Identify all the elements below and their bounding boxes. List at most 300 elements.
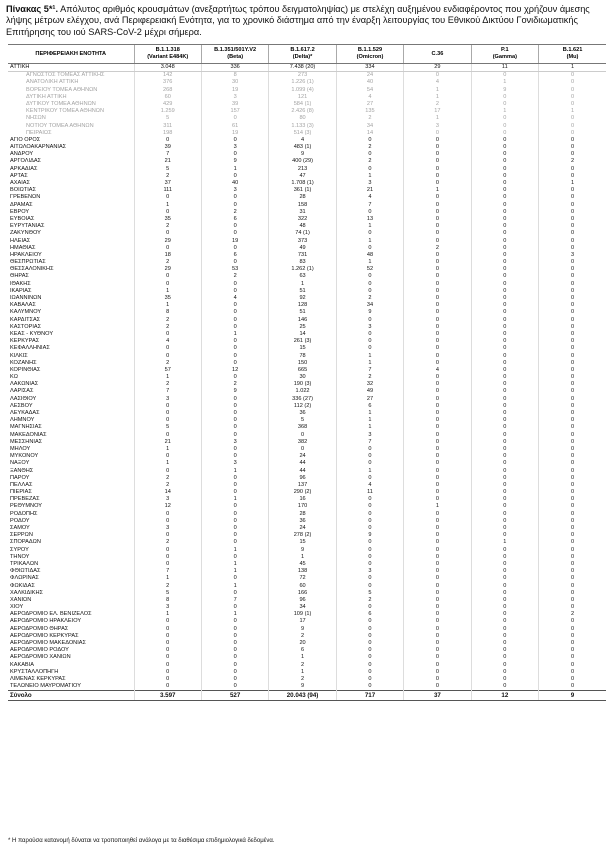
case-count: 0 (336, 547, 403, 554)
case-count: 7 (134, 388, 201, 395)
table-row (8, 151, 606, 158)
case-count: 0 (471, 360, 538, 367)
case-count: 0 (201, 503, 268, 510)
region-name: ΛΑΚΩΝΙΑΣ (10, 381, 39, 388)
total-row (8, 691, 606, 701)
region-name: ΒΟΙΩΤΙΑΣ (10, 187, 36, 194)
case-count: 336 (27) (269, 396, 336, 403)
case-count: 0 (201, 604, 268, 611)
case-count: 0 (404, 446, 471, 453)
case-count: 0 (201, 511, 268, 518)
case-count: 0 (471, 123, 538, 130)
case-count: 0 (134, 453, 201, 460)
case-count: 0 (336, 604, 403, 611)
case-count: 0 (201, 223, 268, 230)
case-count: 0 (201, 317, 268, 324)
region-name: ΝΑΞΟΥ (10, 460, 30, 467)
case-count: 0 (404, 568, 471, 575)
case-count: 0 (471, 115, 538, 122)
column-header: B.1.621 (Mu) (539, 45, 606, 64)
case-count: 51 (269, 309, 336, 316)
case-count: 0 (471, 561, 538, 568)
table-row (8, 439, 606, 446)
case-count: 278 (2) (269, 532, 336, 539)
case-count: 3 (134, 496, 201, 503)
case-count: 0 (201, 482, 268, 489)
case-count: 0 (471, 388, 538, 395)
case-count: 0 (404, 374, 471, 381)
case-count: 1 (336, 417, 403, 424)
case-count: 334 (336, 64, 403, 72)
case-count: 0 (201, 202, 268, 209)
region-name: ΧΑΝΙΩΝ (10, 596, 32, 603)
table-row (8, 554, 606, 561)
table-row (8, 238, 606, 245)
case-count: 60 (134, 94, 201, 101)
case-count: 361 (1) (269, 187, 336, 194)
case-count: 0 (201, 453, 268, 460)
region-name: ΚΕΝΤΡΙΚΟΥ ΤΟΜΕΑ ΑΘΗΝΩΝ (26, 108, 105, 115)
case-count: 0 (471, 130, 538, 137)
case-count: 0 (471, 554, 538, 561)
case-count: 0 (404, 166, 471, 173)
case-count: 0 (539, 151, 606, 158)
table-row (8, 64, 606, 72)
case-count: 1 (134, 446, 201, 453)
case-count: 3.048 (134, 64, 201, 72)
table-row (8, 640, 606, 647)
region-name: ΠΙΕΡΙΑΣ (10, 489, 32, 496)
case-count: 0 (404, 640, 471, 647)
total-cell: 9 (539, 691, 606, 701)
case-count: 0 (404, 266, 471, 273)
case-count: 0 (404, 532, 471, 539)
case-count: 0 (134, 345, 201, 352)
table-row (8, 194, 606, 201)
region-name: ΙΚΑΡΙΑΣ (10, 287, 32, 294)
case-count: 0 (134, 640, 201, 647)
case-count: 0 (539, 388, 606, 395)
case-count: 9 (471, 87, 538, 94)
table-subrow (8, 108, 606, 115)
case-count: 12 (201, 367, 268, 374)
table-row (8, 597, 606, 604)
case-count: 2.426 (8) (269, 108, 336, 115)
case-count: 0 (471, 209, 538, 216)
case-count: 5 (336, 590, 403, 597)
region-name: ΞΑΝΘΗΣ (10, 467, 34, 474)
case-count: 1.259 (134, 108, 201, 115)
case-count: 0 (336, 654, 403, 661)
case-count: 40 (336, 79, 403, 86)
case-count: 0 (404, 583, 471, 590)
case-count: 0 (539, 446, 606, 453)
region-name: ΜΥΚΟΝΟΥ (10, 453, 39, 460)
case-count: 0 (134, 662, 201, 669)
region-name: ΜΗΛΟΥ (10, 445, 31, 452)
case-count: 0 (539, 223, 606, 230)
case-count: 57 (134, 367, 201, 374)
case-count: 0 (336, 245, 403, 252)
case-count: 0 (471, 417, 538, 424)
case-count: 60 (269, 583, 336, 590)
case-count: 0 (539, 79, 606, 86)
case-count: 0 (201, 618, 268, 625)
case-count: 0 (336, 446, 403, 453)
case-count: 0 (404, 669, 471, 676)
case-count: 0 (404, 72, 471, 80)
case-count: 0 (134, 532, 201, 539)
table-row (8, 396, 606, 403)
case-count: 0 (404, 561, 471, 568)
case-count: 0 (471, 331, 538, 338)
case-count: 0 (201, 137, 268, 144)
case-count: 2 (201, 381, 268, 388)
case-count: 0 (134, 669, 201, 676)
case-count: 0 (539, 676, 606, 683)
region-name: ΜΑΚΕΔΟΝΙΑΣ (10, 431, 47, 438)
case-count: 1 (134, 460, 201, 467)
case-count: 0 (471, 583, 538, 590)
case-count: 0 (471, 216, 538, 223)
case-count: 0 (134, 561, 201, 568)
case-count: 0 (201, 662, 268, 669)
case-count: 92 (269, 295, 336, 302)
region-name: ΧΙΟΥ (10, 604, 24, 611)
case-count: 28 (269, 194, 336, 201)
case-count: 0 (134, 633, 201, 640)
case-count: 0 (539, 554, 606, 561)
case-count: 0 (201, 151, 268, 158)
case-count: 39 (201, 101, 268, 108)
case-count: 0 (471, 446, 538, 453)
case-count: 0 (471, 676, 538, 683)
case-count: 11 (336, 489, 403, 496)
case-count: 0 (539, 115, 606, 122)
case-count: 0 (471, 683, 538, 691)
case-count: 0 (471, 482, 538, 489)
total-label: Σύνολο (8, 691, 134, 701)
table-row (8, 317, 606, 324)
case-count: 0 (539, 583, 606, 590)
case-count: 2 (134, 223, 201, 230)
case-count: 0 (336, 273, 403, 280)
case-count: 0 (471, 367, 538, 374)
case-count: 0 (336, 626, 403, 633)
case-count: 0 (201, 302, 268, 309)
case-count: 0 (539, 295, 606, 302)
table-subrow (8, 123, 606, 130)
case-count: 0 (404, 360, 471, 367)
case-count: 0 (471, 317, 538, 324)
case-count: 63 (269, 273, 336, 280)
region-name: ΗΛΕΙΑΣ (10, 237, 31, 244)
case-count: 52 (336, 266, 403, 273)
case-count: 135 (336, 108, 403, 115)
case-count: 2 (134, 583, 201, 590)
case-count: 0 (201, 115, 268, 122)
case-count: 0 (201, 345, 268, 352)
case-count: 0 (471, 187, 538, 194)
case-count: 5 (269, 417, 336, 424)
case-count: 78 (269, 353, 336, 360)
case-count: 400 (29) (269, 158, 336, 165)
case-count: 0 (539, 216, 606, 223)
table-row (8, 180, 606, 187)
case-count: 0 (201, 410, 268, 417)
case-count: 0 (134, 194, 201, 201)
case-count: 0 (404, 216, 471, 223)
case-count: 273 (269, 72, 336, 80)
case-count: 0 (539, 309, 606, 316)
case-count: 25 (269, 324, 336, 331)
case-count: 0 (404, 439, 471, 446)
case-count: 0 (404, 338, 471, 345)
table-row (8, 590, 606, 597)
case-count: 0 (201, 360, 268, 367)
case-count: 0 (201, 403, 268, 410)
case-count: 376 (134, 79, 201, 86)
case-count: 0 (201, 590, 268, 597)
region-name: ΣΠΟΡΑΔΩΝ (10, 539, 41, 546)
case-count: 0 (201, 324, 268, 331)
region-name: ΣΕΡΡΩΝ (10, 532, 33, 539)
variants-table (8, 44, 606, 701)
table-row (8, 137, 606, 144)
case-count: 2 (336, 158, 403, 165)
table-row (8, 532, 606, 539)
case-count: 111 (134, 187, 201, 194)
caption-text: Απόλυτος αριθμός κρουσμάτων (ανεξαρτήτως τρόπου δειγματοληψίας) με στελέχη αυξημένου ενδιαφέροντος που χρήζουν άμεσης λήψης μέτρων ελέγχου, ανά Περιφερειακή Ενότητα, για το χρονικό διάστημα από την έναρξη λειτουργίας του Εθνικού Δικτύου Γονιδιωματικής Επιτήρησης του ιού SARS-CoV-2 μέχρι σήμερα. (6, 4, 590, 37)
table-row (8, 230, 606, 237)
case-count: 0 (404, 525, 471, 532)
case-count: 1 (404, 87, 471, 94)
case-count: 0 (336, 460, 403, 467)
region-name: ΕΒΡΟΥ (10, 208, 30, 215)
case-count: 9 (269, 683, 336, 691)
table-row (8, 173, 606, 180)
case-count: 0 (201, 626, 268, 633)
case-count: 1 (201, 331, 268, 338)
case-count: 0 (201, 374, 268, 381)
case-count: 0 (471, 525, 538, 532)
case-count: 2 (134, 360, 201, 367)
region-name: ΙΘΑΚΗΣ (10, 280, 31, 287)
case-count: 21 (134, 439, 201, 446)
case-count: 18 (134, 252, 201, 259)
case-count: 0 (539, 561, 606, 568)
table-row (8, 583, 606, 590)
case-count: 0 (471, 101, 538, 108)
case-count: 0 (471, 396, 538, 403)
case-count: 0 (471, 180, 538, 187)
case-count: 0 (269, 446, 336, 453)
case-count: 1 (201, 568, 268, 575)
case-count: 21 (134, 158, 201, 165)
case-count: 0 (336, 539, 403, 546)
region-name: ΒΟΡΕΙΟΥ ΤΟΜΕΑ ΑΘΗΝΩΝ (26, 86, 98, 93)
case-count: 0 (539, 259, 606, 266)
case-count: 0 (539, 209, 606, 216)
case-count: 0 (539, 482, 606, 489)
case-count: 0 (539, 547, 606, 554)
case-count: 1 (269, 554, 336, 561)
case-count: 0 (471, 151, 538, 158)
case-count: 429 (134, 101, 201, 108)
case-count: 1 (336, 424, 403, 431)
column-header: ΠΕΡΙΦΕΡΕΙΑΚΗ ΕΝΟΤΗΤΑ (8, 45, 134, 64)
case-count: 14 (336, 130, 403, 137)
region-name: ΤΡΙΚΑΛΩΝ (10, 560, 39, 567)
case-count: 0 (539, 410, 606, 417)
case-count: 12 (134, 503, 201, 510)
case-count: 14 (269, 331, 336, 338)
region-name: ΡΟΔΟΠΗΣ (10, 510, 38, 517)
column-header: C.36 (404, 45, 471, 64)
case-count: 8 (201, 72, 268, 80)
case-count: 0 (404, 611, 471, 618)
column-header: P.1 (Gamma) (471, 45, 538, 64)
region-name: ΚΕΡΚΥΡΑΣ (10, 338, 40, 345)
case-count: 121 (269, 94, 336, 101)
table-row (8, 388, 606, 395)
region-name: ΗΡΑΚΛΕΙΟΥ (10, 251, 42, 258)
case-count: 2 (134, 324, 201, 331)
case-count: 31 (269, 209, 336, 216)
case-count: 54 (336, 87, 403, 94)
case-count: 0 (336, 561, 403, 568)
region-name: ΚΟΖΑΝΗΣ (10, 359, 37, 366)
case-count: 2 (269, 662, 336, 669)
table-caption (6, 4, 608, 38)
case-count: 0 (471, 575, 538, 582)
case-count: 0 (539, 194, 606, 201)
case-count: 0 (404, 331, 471, 338)
case-count: 0 (201, 259, 268, 266)
case-count: 290 (2) (269, 489, 336, 496)
case-count: 142 (134, 72, 201, 80)
case-count: 4 (404, 367, 471, 374)
case-count: 112 (2) (269, 403, 336, 410)
case-count: 0 (134, 683, 201, 691)
region-name: ΑΕΡΟΔΡΟΜΙΟ ΜΑΚΕΔΟΝΙΑΣ (10, 640, 86, 646)
region-name: ΘΗΡΑΣ (10, 273, 29, 280)
case-count: 0 (201, 683, 268, 691)
case-count: 74 (1) (269, 230, 336, 237)
case-count: 0 (404, 547, 471, 554)
table-row (8, 245, 606, 252)
region-name: ΑΡΤΑΣ (10, 172, 28, 179)
region-name: ΠΕΛΛΑΣ (10, 481, 33, 488)
case-count: 5 (134, 166, 201, 173)
case-count: 7 (336, 367, 403, 374)
case-count: 3 (134, 396, 201, 403)
case-count: 3 (404, 123, 471, 130)
case-count: 1 (269, 281, 336, 288)
case-count: 0 (336, 209, 403, 216)
table-row (8, 417, 606, 424)
table-row (8, 432, 606, 439)
case-count: 0 (471, 410, 538, 417)
case-count: 0 (539, 317, 606, 324)
case-count: 0 (134, 432, 201, 439)
region-name: ΑΧΑΪΑΣ (10, 180, 30, 186)
case-count: 0 (404, 252, 471, 259)
region-name: ΚΕΦΑΛΛΗΝΙΑΣ (10, 345, 50, 352)
case-count: 30 (201, 79, 268, 86)
case-count: 1.133 (3) (269, 123, 336, 130)
region-name: ΦΛΩΡΙΝΑΣ (10, 575, 39, 582)
case-count: 1 (134, 374, 201, 381)
case-count: 0 (404, 281, 471, 288)
table-row (8, 503, 606, 510)
case-count: 3 (336, 324, 403, 331)
case-count: 80 (269, 115, 336, 122)
case-count: 0 (539, 302, 606, 309)
case-count: 0 (471, 518, 538, 525)
case-count: 11 (471, 64, 538, 72)
region-name: ΧΑΛΚΙΔΙΚΗΣ (10, 589, 44, 596)
case-count: 0 (539, 460, 606, 467)
case-count: 9 (336, 309, 403, 316)
case-count: 6 (269, 647, 336, 654)
case-count: 0 (134, 518, 201, 525)
region-name: ΑΕΡΟΔΡΟΜΙΟ ΚΕΡΚΥΡΑΣ (10, 632, 79, 639)
case-count: 0 (539, 417, 606, 424)
case-count: 4 (336, 194, 403, 201)
case-count: 0 (134, 654, 201, 661)
case-count: 0 (471, 618, 538, 625)
table-row (8, 683, 606, 691)
case-count: 0 (134, 245, 201, 252)
case-count: 0 (336, 230, 403, 237)
case-count: 0 (134, 281, 201, 288)
case-count: 1.022 (269, 388, 336, 395)
case-count: 35 (134, 295, 201, 302)
table-subrow (8, 87, 606, 94)
case-count: 0 (404, 151, 471, 158)
case-count: 0 (471, 597, 538, 604)
total-cell: 3.597 (134, 691, 201, 701)
case-count: 0 (471, 309, 538, 316)
table-row (8, 633, 606, 640)
case-count: 0 (404, 662, 471, 669)
case-count: 0 (201, 475, 268, 482)
case-count: 0 (134, 626, 201, 633)
table-row (8, 468, 606, 475)
region-name: ΚΩ (10, 374, 18, 381)
case-count: 0 (201, 309, 268, 316)
case-count: 3 (134, 525, 201, 532)
case-count: 0 (134, 511, 201, 518)
case-count: 1 (539, 108, 606, 115)
footnote: * Η παρούσα κατανομή δύναται να τροποποιηθεί ανάλογα με τα διαθέσιμα επιδημιολογικά δεδομένα. (8, 838, 275, 844)
table-row (8, 626, 606, 633)
table-row (8, 561, 606, 568)
case-count: 0 (539, 166, 606, 173)
case-count: 0 (336, 503, 403, 510)
case-count: 0 (539, 647, 606, 654)
case-count: 0 (471, 662, 538, 669)
case-count: 51 (269, 288, 336, 295)
case-count: 1 (269, 654, 336, 661)
table-row (8, 618, 606, 625)
case-count: 0 (539, 654, 606, 661)
region-name: ΔΡΑΜΑΣ (10, 201, 33, 208)
case-count: 0 (539, 396, 606, 403)
case-count: 0 (471, 532, 538, 539)
case-count: 49 (336, 388, 403, 395)
